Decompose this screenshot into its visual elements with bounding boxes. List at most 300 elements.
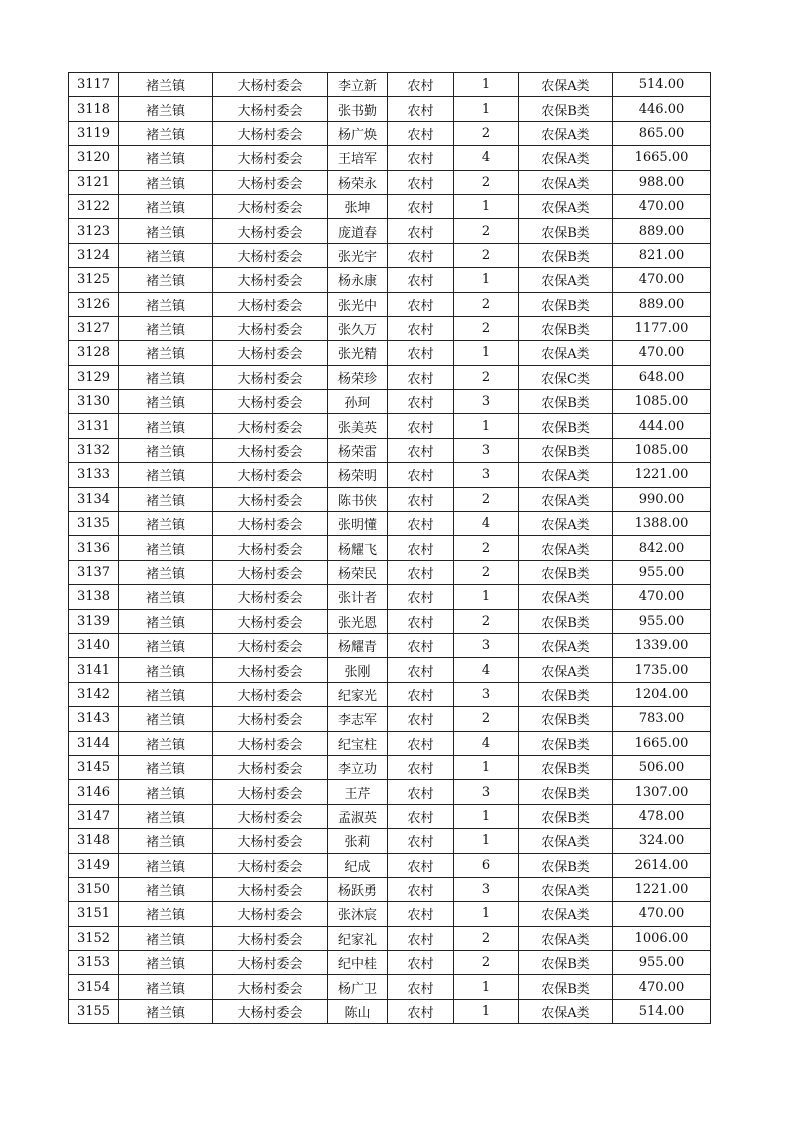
- cell-amount: 470.00: [613, 341, 711, 365]
- cell-household-type: 农村: [388, 902, 454, 926]
- cell-amount: 783.00: [613, 707, 711, 731]
- cell-id: 3122: [69, 194, 119, 218]
- cell-amount: 889.00: [613, 219, 711, 243]
- cell-amount: 1085.00: [613, 438, 711, 462]
- table-row: [69, 487, 711, 511]
- cell-amount: 514.00: [613, 73, 711, 97]
- cell-household-type: 农村: [388, 341, 454, 365]
- cell-village: 大杨村委会: [213, 951, 328, 975]
- cell-persons: 2: [454, 951, 519, 975]
- cell-id: 3140: [69, 633, 119, 657]
- cell-persons: 3: [454, 390, 519, 414]
- cell-amount: 446.00: [613, 97, 711, 121]
- cell-household-type: 农村: [388, 292, 454, 316]
- cell-household-type: 农村: [388, 487, 454, 511]
- cell-town: 褚兰镇: [119, 682, 213, 706]
- cell-name: 杨荣民: [328, 560, 388, 584]
- cell-village: 大杨村委会: [213, 585, 328, 609]
- cell-persons: 2: [454, 707, 519, 731]
- cell-amount: 1388.00: [613, 512, 711, 536]
- cell-village: 大杨村委会: [213, 268, 328, 292]
- cell-category: 农保A类: [519, 463, 613, 487]
- table-row: [69, 463, 711, 487]
- cell-village: 大杨村委会: [213, 438, 328, 462]
- cell-id: 3153: [69, 951, 119, 975]
- table-row: [69, 804, 711, 828]
- cell-town: 褚兰镇: [119, 512, 213, 536]
- table-row: [69, 73, 711, 97]
- cell-amount: 470.00: [613, 975, 711, 999]
- cell-persons: 1: [454, 804, 519, 828]
- table-row: [69, 243, 711, 267]
- cell-id: 3141: [69, 658, 119, 682]
- cell-category: 农保B类: [519, 755, 613, 779]
- cell-persons: 3: [454, 438, 519, 462]
- cell-id: 3154: [69, 975, 119, 999]
- cell-town: 褚兰镇: [119, 268, 213, 292]
- table-row: [69, 341, 711, 365]
- cell-amount: 324.00: [613, 829, 711, 853]
- cell-town: 褚兰镇: [119, 829, 213, 853]
- cell-town: 褚兰镇: [119, 780, 213, 804]
- cell-persons: 6: [454, 853, 519, 877]
- cell-village: 大杨村委会: [213, 73, 328, 97]
- cell-persons: 3: [454, 682, 519, 706]
- cell-amount: 1221.00: [613, 463, 711, 487]
- cell-id: 3151: [69, 902, 119, 926]
- cell-village: 大杨村委会: [213, 902, 328, 926]
- cell-id: 3142: [69, 682, 119, 706]
- cell-category: 农保B类: [519, 853, 613, 877]
- cell-village: 大杨村委会: [213, 609, 328, 633]
- cell-name: 杨跃勇: [328, 877, 388, 901]
- cell-town: 褚兰镇: [119, 463, 213, 487]
- cell-village: 大杨村委会: [213, 194, 328, 218]
- cell-village: 大杨村委会: [213, 243, 328, 267]
- cell-name: 张刚: [328, 658, 388, 682]
- cell-name: 庞道春: [328, 219, 388, 243]
- cell-category: 农保B类: [519, 316, 613, 340]
- cell-town: 褚兰镇: [119, 414, 213, 438]
- cell-category: 农保A类: [519, 268, 613, 292]
- cell-town: 褚兰镇: [119, 316, 213, 340]
- cell-name: 张书勤: [328, 97, 388, 121]
- cell-name: 杨荣雷: [328, 438, 388, 462]
- cell-category: 农保B类: [519, 731, 613, 755]
- cell-name: 纪宝柱: [328, 731, 388, 755]
- cell-household-type: 农村: [388, 316, 454, 340]
- cell-category: 农保A类: [519, 633, 613, 657]
- cell-persons: 1: [454, 341, 519, 365]
- cell-town: 褚兰镇: [119, 243, 213, 267]
- cell-household-type: 农村: [388, 536, 454, 560]
- cell-id: 3127: [69, 316, 119, 340]
- cell-amount: 1665.00: [613, 731, 711, 755]
- table-row: [69, 170, 711, 194]
- cell-name: 杨荣明: [328, 463, 388, 487]
- cell-category: 农保B类: [519, 780, 613, 804]
- cell-town: 褚兰镇: [119, 194, 213, 218]
- cell-name: 张坤: [328, 194, 388, 218]
- cell-category: 农保B类: [519, 390, 613, 414]
- cell-name: 张计者: [328, 585, 388, 609]
- cell-household-type: 农村: [388, 682, 454, 706]
- cell-amount: 478.00: [613, 804, 711, 828]
- cell-name: 张沐宸: [328, 902, 388, 926]
- cell-name: 孙珂: [328, 390, 388, 414]
- cell-town: 褚兰镇: [119, 707, 213, 731]
- cell-persons: 4: [454, 658, 519, 682]
- cell-id: 3155: [69, 999, 119, 1023]
- cell-amount: 842.00: [613, 536, 711, 560]
- cell-id: 3149: [69, 853, 119, 877]
- table-row: [69, 853, 711, 877]
- cell-id: 3131: [69, 414, 119, 438]
- cell-household-type: 农村: [388, 731, 454, 755]
- cell-id: 3147: [69, 804, 119, 828]
- cell-id: 3152: [69, 926, 119, 950]
- cell-category: 农保B类: [519, 438, 613, 462]
- cell-name: 陈山: [328, 999, 388, 1023]
- cell-name: 杨荣永: [328, 170, 388, 194]
- cell-category: 农保C类: [519, 365, 613, 389]
- cell-persons: 3: [454, 780, 519, 804]
- cell-household-type: 农村: [388, 853, 454, 877]
- cell-amount: 955.00: [613, 951, 711, 975]
- cell-name: 张美英: [328, 414, 388, 438]
- cell-household-type: 农村: [388, 463, 454, 487]
- cell-category: 农保B类: [519, 707, 613, 731]
- cell-id: 3130: [69, 390, 119, 414]
- cell-id: 3144: [69, 731, 119, 755]
- cell-id: 3128: [69, 341, 119, 365]
- cell-persons: 2: [454, 243, 519, 267]
- cell-name: 张明懂: [328, 512, 388, 536]
- cell-category: 农保B类: [519, 97, 613, 121]
- cell-id: 3138: [69, 585, 119, 609]
- cell-town: 褚兰镇: [119, 438, 213, 462]
- cell-household-type: 农村: [388, 121, 454, 145]
- cell-amount: 514.00: [613, 999, 711, 1023]
- table-row: [69, 194, 711, 218]
- cell-id: 3150: [69, 877, 119, 901]
- cell-village: 大杨村委会: [213, 365, 328, 389]
- cell-village: 大杨村委会: [213, 999, 328, 1023]
- cell-household-type: 农村: [388, 975, 454, 999]
- cell-village: 大杨村委会: [213, 853, 328, 877]
- cell-name: 杨广焕: [328, 121, 388, 145]
- table-row: [69, 829, 711, 853]
- cell-household-type: 农村: [388, 438, 454, 462]
- table-body: [69, 73, 711, 1024]
- cell-amount: 444.00: [613, 414, 711, 438]
- table-row: [69, 268, 711, 292]
- cell-id: 3123: [69, 219, 119, 243]
- cell-id: 3125: [69, 268, 119, 292]
- table-row: [69, 121, 711, 145]
- cell-category: 农保A类: [519, 73, 613, 97]
- cell-town: 褚兰镇: [119, 365, 213, 389]
- table-row: [69, 951, 711, 975]
- cell-category: 农保A类: [519, 877, 613, 901]
- cell-town: 褚兰镇: [119, 585, 213, 609]
- cell-household-type: 农村: [388, 512, 454, 536]
- cell-village: 大杨村委会: [213, 536, 328, 560]
- cell-household-type: 农村: [388, 585, 454, 609]
- cell-persons: 3: [454, 463, 519, 487]
- cell-village: 大杨村委会: [213, 633, 328, 657]
- cell-category: 农保A类: [519, 487, 613, 511]
- table-row: [69, 633, 711, 657]
- cell-household-type: 农村: [388, 268, 454, 292]
- cell-persons: 1: [454, 585, 519, 609]
- cell-category: 农保A类: [519, 902, 613, 926]
- cell-amount: 470.00: [613, 902, 711, 926]
- cell-id: 3136: [69, 536, 119, 560]
- cell-town: 褚兰镇: [119, 487, 213, 511]
- cell-town: 褚兰镇: [119, 560, 213, 584]
- cell-town: 褚兰镇: [119, 219, 213, 243]
- table-row: [69, 926, 711, 950]
- cell-id: 3135: [69, 512, 119, 536]
- cell-category: 农保A类: [519, 536, 613, 560]
- cell-id: 3118: [69, 97, 119, 121]
- cell-amount: 889.00: [613, 292, 711, 316]
- cell-name: 李志军: [328, 707, 388, 731]
- cell-amount: 1339.00: [613, 633, 711, 657]
- cell-amount: 506.00: [613, 755, 711, 779]
- cell-category: 农保B类: [519, 414, 613, 438]
- cell-category: 农保A类: [519, 658, 613, 682]
- cell-town: 褚兰镇: [119, 877, 213, 901]
- cell-name: 王培军: [328, 146, 388, 170]
- table-row: [69, 390, 711, 414]
- cell-persons: 3: [454, 633, 519, 657]
- table-row: [69, 146, 711, 170]
- cell-town: 褚兰镇: [119, 633, 213, 657]
- cell-name: 张光宇: [328, 243, 388, 267]
- cell-name: 纪中桂: [328, 951, 388, 975]
- table-row: [69, 512, 711, 536]
- cell-town: 褚兰镇: [119, 951, 213, 975]
- cell-persons: 1: [454, 975, 519, 999]
- cell-amount: 1665.00: [613, 146, 711, 170]
- cell-category: 农保B类: [519, 609, 613, 633]
- cell-name: 纪家光: [328, 682, 388, 706]
- cell-id: 3120: [69, 146, 119, 170]
- cell-name: 张光精: [328, 341, 388, 365]
- table-row: [69, 731, 711, 755]
- table-row: [69, 975, 711, 999]
- cell-town: 褚兰镇: [119, 755, 213, 779]
- cell-household-type: 农村: [388, 194, 454, 218]
- cell-village: 大杨村委会: [213, 926, 328, 950]
- cell-category: 农保B类: [519, 951, 613, 975]
- cell-name: 杨广卫: [328, 975, 388, 999]
- cell-id: 3124: [69, 243, 119, 267]
- table-row: [69, 755, 711, 779]
- cell-name: 张光中: [328, 292, 388, 316]
- cell-persons: 4: [454, 512, 519, 536]
- cell-name: 杨耀青: [328, 633, 388, 657]
- cell-village: 大杨村委会: [213, 829, 328, 853]
- cell-persons: 1: [454, 414, 519, 438]
- cell-persons: 2: [454, 926, 519, 950]
- cell-town: 褚兰镇: [119, 804, 213, 828]
- cell-name: 张久万: [328, 316, 388, 340]
- cell-persons: 1: [454, 902, 519, 926]
- table-row: [69, 97, 711, 121]
- data-table: [68, 72, 711, 1024]
- cell-town: 褚兰镇: [119, 658, 213, 682]
- cell-amount: 1177.00: [613, 316, 711, 340]
- cell-persons: 2: [454, 170, 519, 194]
- cell-persons: 2: [454, 487, 519, 511]
- cell-id: 3146: [69, 780, 119, 804]
- cell-persons: 1: [454, 268, 519, 292]
- cell-category: 农保A类: [519, 170, 613, 194]
- cell-town: 褚兰镇: [119, 975, 213, 999]
- cell-village: 大杨村委会: [213, 804, 328, 828]
- cell-persons: 4: [454, 146, 519, 170]
- cell-town: 褚兰镇: [119, 97, 213, 121]
- cell-name: 陈书侠: [328, 487, 388, 511]
- cell-town: 褚兰镇: [119, 609, 213, 633]
- cell-town: 褚兰镇: [119, 121, 213, 145]
- cell-amount: 1307.00: [613, 780, 711, 804]
- cell-name: 张莉: [328, 829, 388, 853]
- cell-household-type: 农村: [388, 755, 454, 779]
- cell-id: 3126: [69, 292, 119, 316]
- cell-persons: 1: [454, 829, 519, 853]
- cell-category: 农保A类: [519, 829, 613, 853]
- cell-household-type: 农村: [388, 804, 454, 828]
- cell-amount: 2614.00: [613, 853, 711, 877]
- table-row: [69, 316, 711, 340]
- cell-id: 3119: [69, 121, 119, 145]
- cell-persons: 2: [454, 316, 519, 340]
- cell-name: 纪家礼: [328, 926, 388, 950]
- cell-id: 3121: [69, 170, 119, 194]
- cell-household-type: 农村: [388, 877, 454, 901]
- cell-village: 大杨村委会: [213, 780, 328, 804]
- cell-household-type: 农村: [388, 560, 454, 584]
- cell-category: 农保A类: [519, 121, 613, 145]
- cell-category: 农保B类: [519, 292, 613, 316]
- cell-name: 杨永康: [328, 268, 388, 292]
- cell-village: 大杨村委会: [213, 341, 328, 365]
- cell-id: 3134: [69, 487, 119, 511]
- table-row: [69, 414, 711, 438]
- cell-name: 李立功: [328, 755, 388, 779]
- table-row: [69, 560, 711, 584]
- cell-village: 大杨村委会: [213, 146, 328, 170]
- cell-persons: 2: [454, 121, 519, 145]
- cell-village: 大杨村委会: [213, 512, 328, 536]
- cell-village: 大杨村委会: [213, 121, 328, 145]
- table-row: [69, 780, 711, 804]
- cell-household-type: 农村: [388, 243, 454, 267]
- cell-town: 褚兰镇: [119, 292, 213, 316]
- cell-household-type: 农村: [388, 219, 454, 243]
- table-row: [69, 219, 711, 243]
- cell-name: 纪成: [328, 853, 388, 877]
- cell-id: 3129: [69, 365, 119, 389]
- table-row: [69, 536, 711, 560]
- cell-household-type: 农村: [388, 365, 454, 389]
- cell-amount: 990.00: [613, 487, 711, 511]
- cell-household-type: 农村: [388, 829, 454, 853]
- table-row: [69, 292, 711, 316]
- cell-name: 张光恩: [328, 609, 388, 633]
- cell-category: 农保B类: [519, 804, 613, 828]
- cell-persons: 4: [454, 731, 519, 755]
- cell-village: 大杨村委会: [213, 414, 328, 438]
- cell-amount: 1006.00: [613, 926, 711, 950]
- cell-persons: 1: [454, 194, 519, 218]
- cell-id: 3137: [69, 560, 119, 584]
- cell-amount: 821.00: [613, 243, 711, 267]
- cell-town: 褚兰镇: [119, 731, 213, 755]
- cell-name: 杨耀飞: [328, 536, 388, 560]
- cell-town: 褚兰镇: [119, 536, 213, 560]
- cell-household-type: 农村: [388, 658, 454, 682]
- cell-amount: 1085.00: [613, 390, 711, 414]
- table-row: [69, 658, 711, 682]
- cell-household-type: 农村: [388, 97, 454, 121]
- cell-amount: 865.00: [613, 121, 711, 145]
- table-row: [69, 902, 711, 926]
- cell-town: 褚兰镇: [119, 73, 213, 97]
- cell-id: 3148: [69, 829, 119, 853]
- cell-town: 褚兰镇: [119, 926, 213, 950]
- cell-village: 大杨村委会: [213, 707, 328, 731]
- cell-id: 3117: [69, 73, 119, 97]
- cell-household-type: 农村: [388, 951, 454, 975]
- cell-id: 3139: [69, 609, 119, 633]
- cell-village: 大杨村委会: [213, 292, 328, 316]
- cell-category: 农保A类: [519, 512, 613, 536]
- cell-persons: 1: [454, 755, 519, 779]
- cell-household-type: 农村: [388, 780, 454, 804]
- cell-village: 大杨村委会: [213, 682, 328, 706]
- cell-household-type: 农村: [388, 390, 454, 414]
- cell-village: 大杨村委会: [213, 560, 328, 584]
- cell-name: 孟淑英: [328, 804, 388, 828]
- cell-name: 王芹: [328, 780, 388, 804]
- cell-village: 大杨村委会: [213, 877, 328, 901]
- cell-name: 杨荣珍: [328, 365, 388, 389]
- cell-village: 大杨村委会: [213, 658, 328, 682]
- cell-household-type: 农村: [388, 633, 454, 657]
- cell-category: 农保B类: [519, 682, 613, 706]
- cell-amount: 1735.00: [613, 658, 711, 682]
- cell-category: 农保A类: [519, 926, 613, 950]
- cell-amount: 955.00: [613, 609, 711, 633]
- cell-category: 农保B类: [519, 243, 613, 267]
- cell-category: 农保A类: [519, 194, 613, 218]
- cell-town: 褚兰镇: [119, 170, 213, 194]
- cell-town: 褚兰镇: [119, 341, 213, 365]
- cell-village: 大杨村委会: [213, 975, 328, 999]
- cell-persons: 2: [454, 292, 519, 316]
- cell-id: 3132: [69, 438, 119, 462]
- table-row: [69, 585, 711, 609]
- cell-town: 褚兰镇: [119, 853, 213, 877]
- cell-amount: 1204.00: [613, 682, 711, 706]
- cell-village: 大杨村委会: [213, 97, 328, 121]
- cell-household-type: 农村: [388, 707, 454, 731]
